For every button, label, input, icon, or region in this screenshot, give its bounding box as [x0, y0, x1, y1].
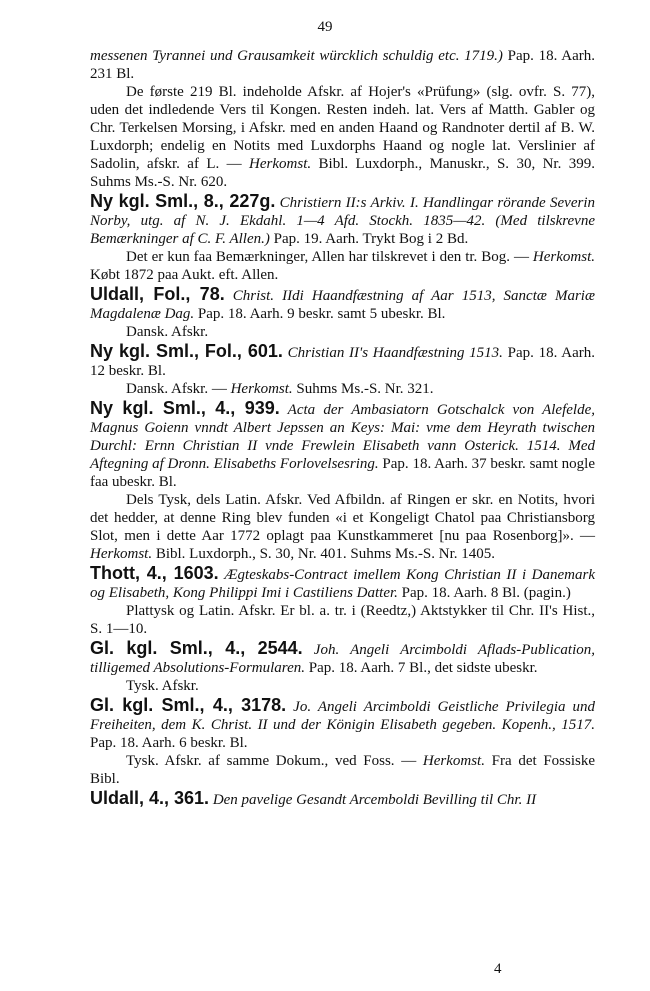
catalogue-entry: [90, 639, 595, 677]
shelfmark: Gl. kgl. Sml., 4., 3178.: [90, 695, 287, 715]
title-text: Den pavelige Gesandt Arcemboldi Bevilling til Chr. II: [209, 792, 537, 808]
description-text: Pap. 18. Aarh. 37 beskr. samt nogle faa ubeskr. Bl.: [90, 456, 595, 490]
catalogue-body: [90, 46, 595, 809]
description-text: Dels Tysk, dels Latin. Afskr. Ved Afbildn. af Ringen er skr. en Notits, hvori det hedder, at denne Ring blev funden «i et Kongeligt Chatol paa Christiansborg Slot, men i dette Aar 1772 oplagt paa Kunstkammeret [nu paa Rosenborg]». —: [90, 492, 595, 544]
description-text: Bibl. Luxdorph., Manuskr., S. 30, Nr. 399. Suhms Ms.-S. Nr. 620.: [90, 156, 595, 190]
description-text: Pap. 18. Aarh. 8 Bl. (pagin.): [397, 585, 571, 601]
description-text: Tysk. Afskr. af samme Dokum., ved Foss. —: [126, 753, 423, 769]
entry-note: [90, 83, 595, 191]
entry-note: [90, 491, 595, 563]
title-text: Herkomst.: [90, 546, 153, 562]
catalogue-entry: [90, 342, 595, 380]
description-text: Pap. 19. Aarh. Trykt Bog i 2 Bd.: [269, 231, 469, 247]
description-text: Fra det Fossiske Bibl.: [90, 753, 595, 787]
shelfmark: Thott, 4., 1603.: [90, 563, 219, 583]
description-text: Pap. 18. Aarh. 7 Bl., det sidste ubeskr.: [305, 660, 538, 676]
shelfmark: Gl. kgl. Sml., 4., 2544.: [90, 638, 303, 658]
catalogue-entry: [90, 399, 595, 491]
title-text: messenen Tyrannei und Grausamkeit würcklich schuldig etc. 1719.): [90, 48, 503, 64]
shelfmark: Ny kgl. Sml., Fol., 601.: [90, 341, 283, 361]
entry-note: [90, 380, 595, 398]
description-text: Bibl. Luxdorph., S. 30, Nr. 401. Suhms Ms.-S. Nr. 1405.: [152, 546, 496, 562]
description-text: Plattysk og Latin. Afskr. Er bl. a. tr. i (Reedtz,) Aktstykker til Chr. II's Hist., S. 1—10.: [90, 603, 595, 637]
shelfmark: Uldall, 4., 361.: [90, 788, 210, 808]
title-text: Christ. IIdi Haandfæstning af Aar 1513, Sanctæ Mariæ Magdalenæ Dag.: [90, 288, 595, 322]
entry-note: [90, 323, 595, 341]
description-text: Købt 1872 paa Aukt. eft. Allen.: [90, 267, 279, 283]
title-text: Herkomst.: [422, 753, 485, 769]
description-text: Tysk. Afskr.: [126, 678, 199, 694]
catalogue-entry: [90, 564, 595, 602]
title-text: Jo. Angeli Arcimboldi Geistliche Privilegia und Freiheiten, dem K. Christ. II und der Königin Elisabeth gegeben. Kopenh., 1517.: [90, 699, 595, 733]
shelfmark: Uldall, Fol., 78.: [90, 284, 225, 304]
description-text: Pap. 18. Aarh. 9 beskr. samt 5 ubeskr. Bl.: [194, 306, 446, 322]
catalogue-entry: [90, 696, 595, 752]
description-text: Pap. 18. Aarh. 231 Bl.: [90, 48, 595, 82]
shelfmark: Ny kgl. Sml., 8., 227g.: [90, 191, 276, 211]
title-text: Ægteskabs-Contract imellem Kong Christian II i Danemark og Elisabeth, Kong Philippi Imi i Castiliens Datter.: [90, 567, 595, 601]
catalogue-entry: [90, 285, 595, 323]
entry-note: [90, 248, 595, 284]
description-text: Dansk. Afskr. —: [126, 381, 231, 397]
description-text: Pap. 18. Aarh. 6 beskr. Bl.: [90, 735, 248, 751]
title-text: Herkomst.: [230, 381, 293, 397]
shelfmark: Ny kgl. Sml., 4., 939.: [90, 398, 280, 418]
title-text: Joh. Angeli Arcimboldi Aflads-Publication, tilligemed Absolutions-Formularen.: [90, 642, 595, 676]
catalogue-entry: [90, 192, 595, 248]
title-text: Herkomst.: [532, 249, 595, 265]
entry-note: [90, 677, 595, 695]
description-text: Suhms Ms.-S. Nr. 321.: [292, 381, 434, 397]
entry-note: [90, 752, 595, 788]
description-text: Pap. 18. Aarh. 12 beskr. Bl.: [90, 345, 595, 379]
signature-mark: 4: [494, 961, 502, 977]
entry-note: [90, 602, 595, 638]
title-text: Acta der Ambasiatorn Gotschalck von Alefelde, Magnus Goienn vnndt Albert Jepssen an Keys: Mai: vme dem Heyrath twischen Durchl: Ernn Christian II vnde Frewlein Elisabeth vann Osterick. 1514. Med Aftegning af Dronn. Elisabeths Forlovelsesring.: [90, 402, 595, 472]
title-text: Christiern II:s Arkiv. I. Handlingar rörande Severin Norby, utg. af N. J. Ekdahl. 1—4 Afd. Stockh. 1835—42. (Med tilskrevne Bemærkninger af C. F. Allen.): [90, 195, 595, 247]
catalogue-entry: [90, 47, 595, 83]
title-text: Herkomst.: [249, 156, 312, 172]
description-text: Dansk. Afskr.: [126, 324, 209, 340]
description-text: Det er kun faa Bemærkninger, Allen har tilskrevet i den tr. Bog. —: [126, 249, 533, 265]
description-text: De første 219 Bl. indeholde Afskr. af Hojer's «Prüfung» (slg. ovfr. S. 77), uden det indledende Vers til Kongen. Resten indeh. lat. Vers af Matth. Gabler og Chr. Terkelsen Morsing, i Afskr. med en anden Haand og Randnoter dertil af B. W. Luxdorph; endelig en Notits med Luxdorphs Haand og nogle lat. Verslinier af Sadolin, afskr. af L. —: [90, 84, 595, 172]
page-number: 49: [317, 19, 333, 35]
title-text: Christian II's Haandfæstning 1513.: [282, 345, 503, 361]
catalogue-entry: [90, 789, 595, 809]
